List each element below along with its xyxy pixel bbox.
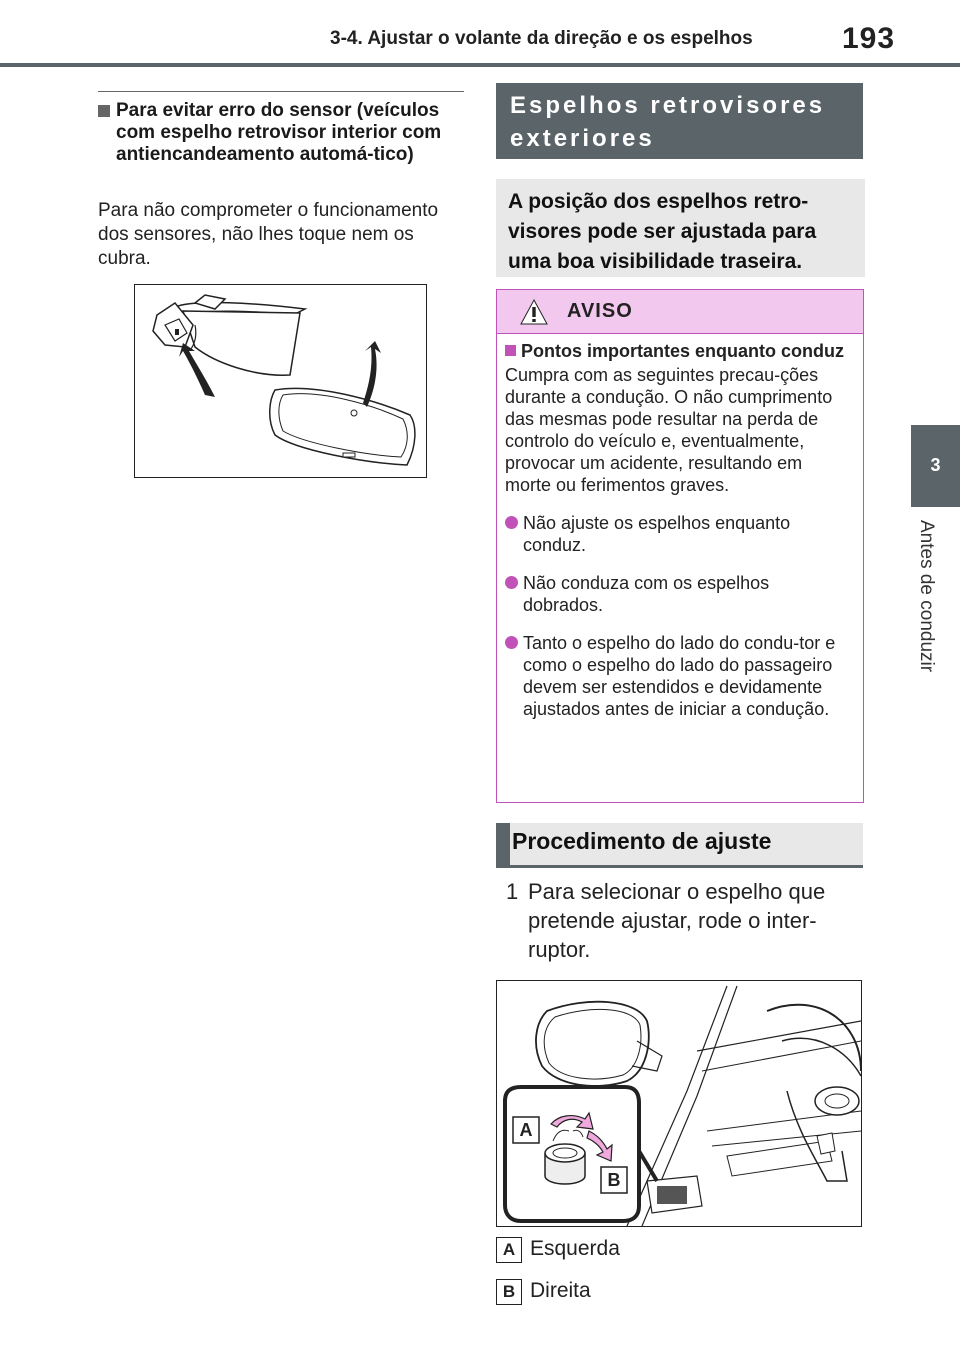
circle-bullet-icon: [505, 576, 518, 589]
warning-header: [497, 290, 863, 334]
chapter-label-container: [910, 520, 940, 700]
warning-bullet: [505, 632, 853, 720]
warning-subheading-text: Pontos importantes enquanto conduz: [521, 341, 844, 361]
section-heading-exterior-mirrors: Espelhos retrovisores exteriores: [496, 83, 863, 159]
header-rule: [0, 63, 960, 67]
chapter-tab[interactable]: [911, 425, 960, 507]
mirror-switch-illustration: [496, 980, 862, 1227]
square-bullet-icon: [98, 105, 110, 117]
warning-box: [496, 289, 864, 803]
warning-body: [505, 340, 853, 720]
chapter-number: 3: [930, 455, 941, 475]
step-number: 1: [506, 879, 519, 904]
page-number: 193: [842, 22, 896, 55]
legend-text: Esquerda: [530, 1237, 620, 1260]
left-divider: [98, 91, 464, 92]
warning-text: Cumpra com as seguintes precau-ções durante a condução. O não cumprimento das mesmas pode resultar na perda de controlo do veículo e, eventualmente, provocar um acidente, resultando em morte ou ferimentos graves.: [505, 365, 833, 495]
circle-bullet-icon: [505, 516, 518, 529]
warning-bullet-text: Tanto o espelho do lado do condu-tor e como o espelho do lado do passageiro devem ser estendidos e devidamente ajustados antes de iniciar a condução.: [523, 633, 836, 719]
legend-item-right: [496, 1279, 796, 1307]
figure-label-a: A: [519, 1120, 533, 1140]
legend-text: Direita: [530, 1279, 591, 1302]
sensor-subheading: [98, 100, 464, 166]
legend-item-left: [496, 1237, 796, 1265]
warning-bullet: [505, 512, 853, 556]
sensor-body-text: Para não comprometer o funcionamento dos sensores, não lhes toque nem os cubra.: [98, 200, 439, 269]
warning-bullet-text: Não conduza com os espelhos dobrados.: [523, 573, 770, 615]
step-item: [496, 877, 864, 964]
inside-mirror-illustration: [134, 284, 427, 478]
legend-key: B: [496, 1279, 522, 1305]
step-text: Para selecionar o espelho que pretende ajustar, rode o inter-ruptor.: [528, 879, 826, 962]
mirror-switch-drawing: [497, 981, 861, 1226]
chapter-label: Antes de conduzir: [916, 520, 937, 673]
section-title: 3-4. Ajustar o volante da direção e os espelhos: [330, 28, 753, 49]
square-bullet-icon: [505, 345, 516, 356]
sensor-subheading-text: Para evitar erro do sensor (veículos com espelho retrovisor interior com antiencandeamento automá-tico): [116, 100, 442, 165]
inside-mirror-drawing: [135, 285, 425, 476]
warning-bullet-text: Não ajuste os espelhos enquanto conduz.: [523, 513, 791, 555]
warning-subheading: [505, 340, 853, 362]
intro-text: A posição dos espelhos retro-visores pode ser ajustada para uma boa visibilidade traseira.: [496, 179, 865, 277]
warning-title: AVISO: [567, 300, 633, 322]
figure-label-b: B: [607, 1170, 621, 1190]
warning-triangle-icon: [519, 298, 549, 326]
legend-key: A: [496, 1237, 522, 1263]
section-heading-procedure: Procedimento de ajuste: [496, 823, 863, 868]
warning-bullet: [505, 572, 853, 616]
circle-bullet-icon: [505, 636, 518, 649]
